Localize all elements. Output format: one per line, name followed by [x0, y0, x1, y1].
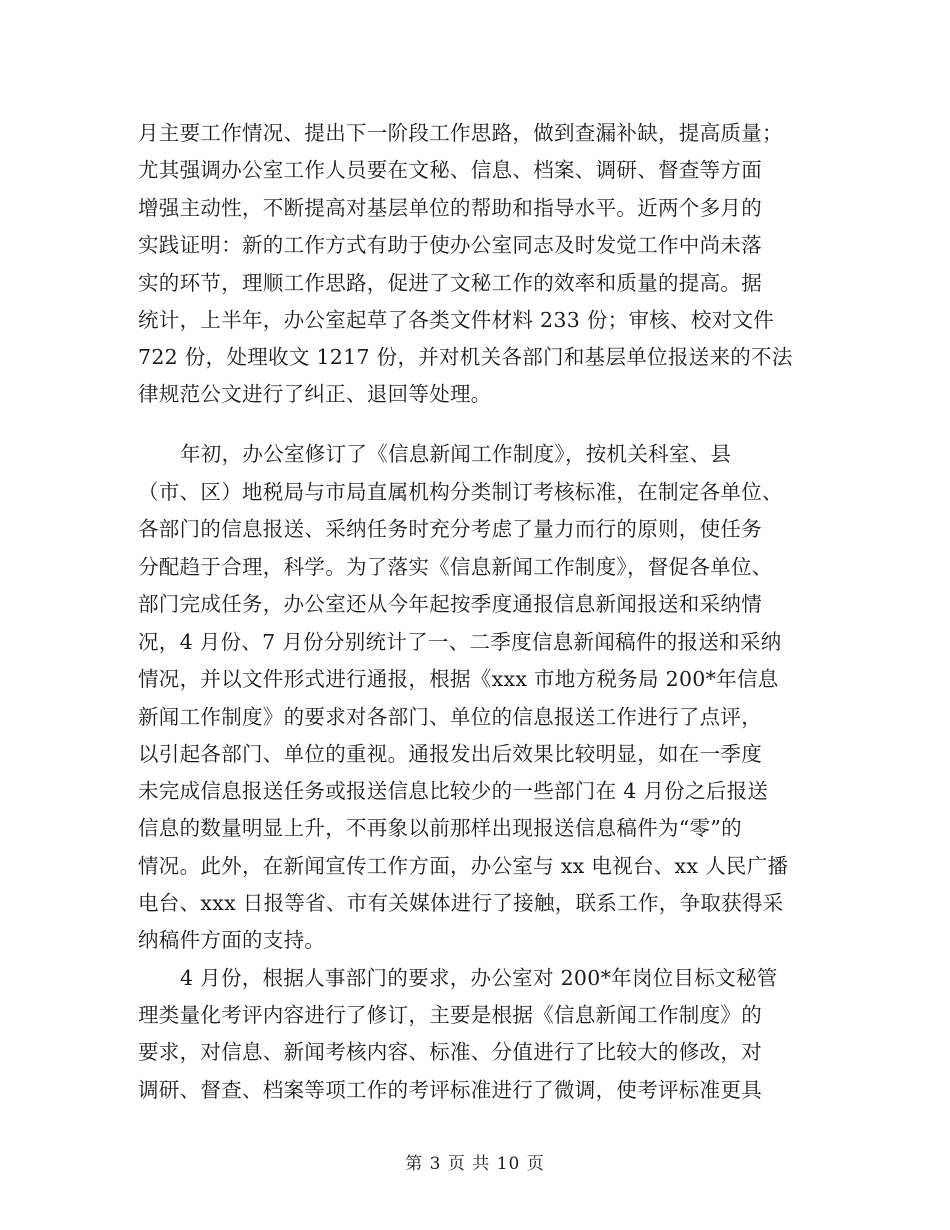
- text-line: 律规范公文进行了纠正、退回等处理。: [138, 382, 492, 406]
- text-line: 实的环节，理顺工作思路，促进了文秘工作的效率和质量的提高。据: [138, 271, 762, 295]
- text-line: 情况。此外，在新闻宣传工作方面，办公室与 xx 电视台、xx 人民广播: [138, 854, 789, 878]
- text-line: 4 月份，根据人事部门的要求，办公室对 200*年岗位目标文秘管: [180, 966, 778, 990]
- text-line: 以引起各部门、单位的重视。通报发出后效果比较明显，如在一季度: [138, 742, 762, 766]
- text-line: 要求，对信息、新闻考核内容、标准、分值进行了比较大的修改，对: [138, 1040, 762, 1064]
- text-line: 部门完成任务，办公室还从今年起按季度通报信息新闻报送和采纳情: [138, 592, 762, 616]
- text-line: 情况，并以文件形式进行通报，根据《xxx 市地方税务局 200*年信息: [138, 667, 779, 691]
- text-line: 信息的数量明显上升，不再象以前那样出现报送信息稿件为“零”的: [138, 816, 742, 840]
- text-line: 统计，上半年，办公室起草了各类文件材料 233 份；审核、校对文件: [138, 308, 775, 332]
- text-line: 实践证明：新的工作方式有助于使办公室同志及时发觉工作中尚未落: [138, 233, 762, 257]
- text-line: 况，4 月份、7 月份分别统计了一、二季度信息新闻稿件的报送和采纳: [138, 630, 782, 654]
- text-line: 各部门的信息报送、采纳任务时充分考虑了量力而行的原则，使任务: [138, 517, 762, 541]
- text-line: 月主要工作情况、提出下一阶段工作思路，做到查漏补缺，提高质量；: [138, 121, 783, 145]
- page-number-footer: 第 3 页 共 10 页: [405, 1154, 545, 1174]
- text-line: 增强主动性，不断提高对基层单位的帮助和指导水平。近两个多月的: [138, 196, 762, 220]
- text-line: 722 份，处理收文 1217 份，并对机关各部门和基层单位报送来的不法: [138, 345, 793, 369]
- text-line: （市、区）地税局与市局直属机构分类制订考核标准，在制定各单位、: [138, 480, 783, 504]
- text-line: 新闻工作制度》的要求对各部门、单位的信息报送工作进行了点评，: [138, 705, 762, 729]
- text-line: 年初，办公室修订了《信息新闻工作制度》，按机关科室、县: [180, 442, 732, 466]
- text-line: 分配趋于合理，科学。为了落实《信息新闻工作制度》，督促各单位、: [138, 555, 773, 579]
- text-line: 尤其强调办公室工作人员要在文秘、信息、档案、调研、督查等方面: [138, 158, 762, 182]
- text-line: 纳稿件方面的支持。: [138, 928, 326, 952]
- text-line: 电台、xxx 日报等省、市有关媒体进行了接触，联系工作，争取获得采: [138, 891, 784, 915]
- text-line: 调研、督查、档案等项工作的考评标准进行了微调，使考评标准更具: [138, 1078, 762, 1102]
- text-line: 未完成信息报送任务或报送信息比较少的一些部门在 4 月份之后报送: [138, 779, 769, 803]
- text-line: 理类量化考评内容进行了修订，主要是根据《信息新闻工作制度》的: [138, 1003, 762, 1027]
